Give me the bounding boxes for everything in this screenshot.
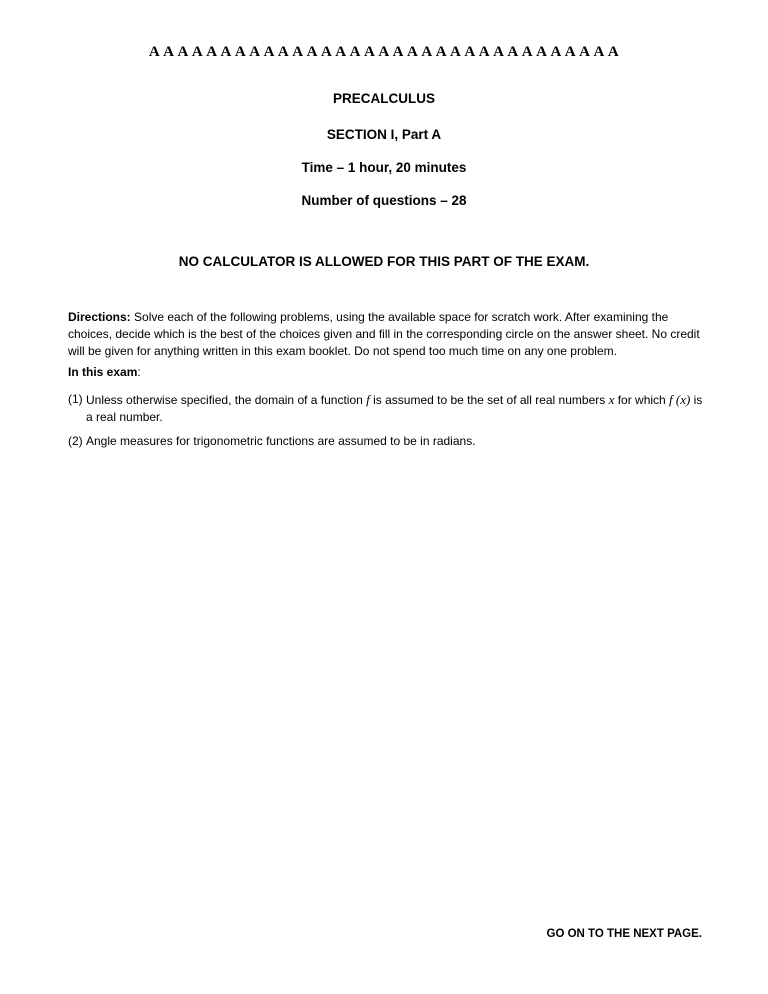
banner-letter: A <box>363 44 376 60</box>
banner-letter: A <box>349 44 361 60</box>
banner-letter: A <box>163 44 175 60</box>
math-f: f <box>366 392 370 407</box>
note-text-segment: for which <box>614 393 670 407</box>
banner-letter: A <box>320 44 333 60</box>
exam-note-1 <box>68 391 704 426</box>
exam-notes-heading <box>68 365 141 379</box>
exam-note-text <box>86 391 704 426</box>
banner-letter: A <box>148 44 161 60</box>
note-text-segment: is assumed to be the set of all real numbers <box>369 393 609 407</box>
section-label: SECTION I, Part A <box>326 127 442 142</box>
note-text-segment: Unless otherwise specified, the domain of a function <box>86 393 367 407</box>
banner-letter: A <box>191 44 204 60</box>
next-page-footer: GO ON TO THE NEXT PAGE. <box>546 928 702 940</box>
exam-title: PRECALCULUS <box>332 91 435 106</box>
math-fx: f (x) <box>669 392 691 407</box>
banner-letter: A <box>306 44 318 60</box>
directions-text: Solve each of the following problems, using the available space for scratch work. After examining the choices, decide which is the best of the choices given and fill in the corresponding circle on the answer sheet. No credit will be given for anything written in this exam booklet. Do not spend too much time on any one problem. <box>68 310 700 358</box>
banner-letter: A <box>249 44 261 60</box>
banner-letter: A <box>392 44 405 60</box>
section-a-banner <box>0 44 768 61</box>
banner-letter: A <box>521 44 534 60</box>
banner-letter: A <box>579 44 591 60</box>
banner-letter: A <box>263 44 275 60</box>
exam-notes-heading-suffix: : <box>137 365 141 379</box>
question-count: Number of questions – 28 <box>301 193 467 208</box>
banner-letter: A <box>607 44 620 60</box>
time-limit: Time – 1 hour, 20 minutes <box>301 160 467 175</box>
banner-letter: A <box>464 44 476 60</box>
banner-letter: A <box>536 44 548 60</box>
banner-letter: A <box>220 44 232 60</box>
banner-letter: A <box>564 44 577 60</box>
exam-notes-heading-text: In this exam <box>68 365 138 379</box>
banner-letter: A <box>593 44 605 60</box>
banner-letter: A <box>206 44 218 60</box>
exam-note-number: (1) <box>68 392 83 406</box>
banner-letter: A <box>292 44 304 60</box>
banner-letter: A <box>234 44 247 60</box>
banner-letter: A <box>335 44 347 60</box>
exam-note-2 <box>68 433 704 450</box>
banner-letter: A <box>421 44 433 60</box>
banner-letter: A <box>450 44 462 60</box>
directions-paragraph <box>68 309 704 360</box>
banner-letter: A <box>435 44 448 60</box>
banner-letter: A <box>478 44 491 60</box>
note-text-segment: is a real number. <box>86 393 703 424</box>
exam-note-number: (2) <box>68 434 83 448</box>
calculator-notice: NO CALCULATOR IS ALLOWED FOR THIS PART OF THE EXAM. <box>178 254 590 269</box>
banner-letter: A <box>378 44 390 60</box>
banner-letter: A <box>177 44 189 60</box>
banner-letter: A <box>407 44 419 60</box>
directions-label: Directions: <box>68 310 131 324</box>
banner-letter: A <box>493 44 505 60</box>
banner-letter: A <box>550 44 562 60</box>
exam-note-text: Angle measures for trigonometric functions are assumed to be in radians. <box>86 434 476 448</box>
banner-letter: A <box>507 44 519 60</box>
math-x: x <box>608 392 615 407</box>
banner-letter: A <box>277 44 290 60</box>
